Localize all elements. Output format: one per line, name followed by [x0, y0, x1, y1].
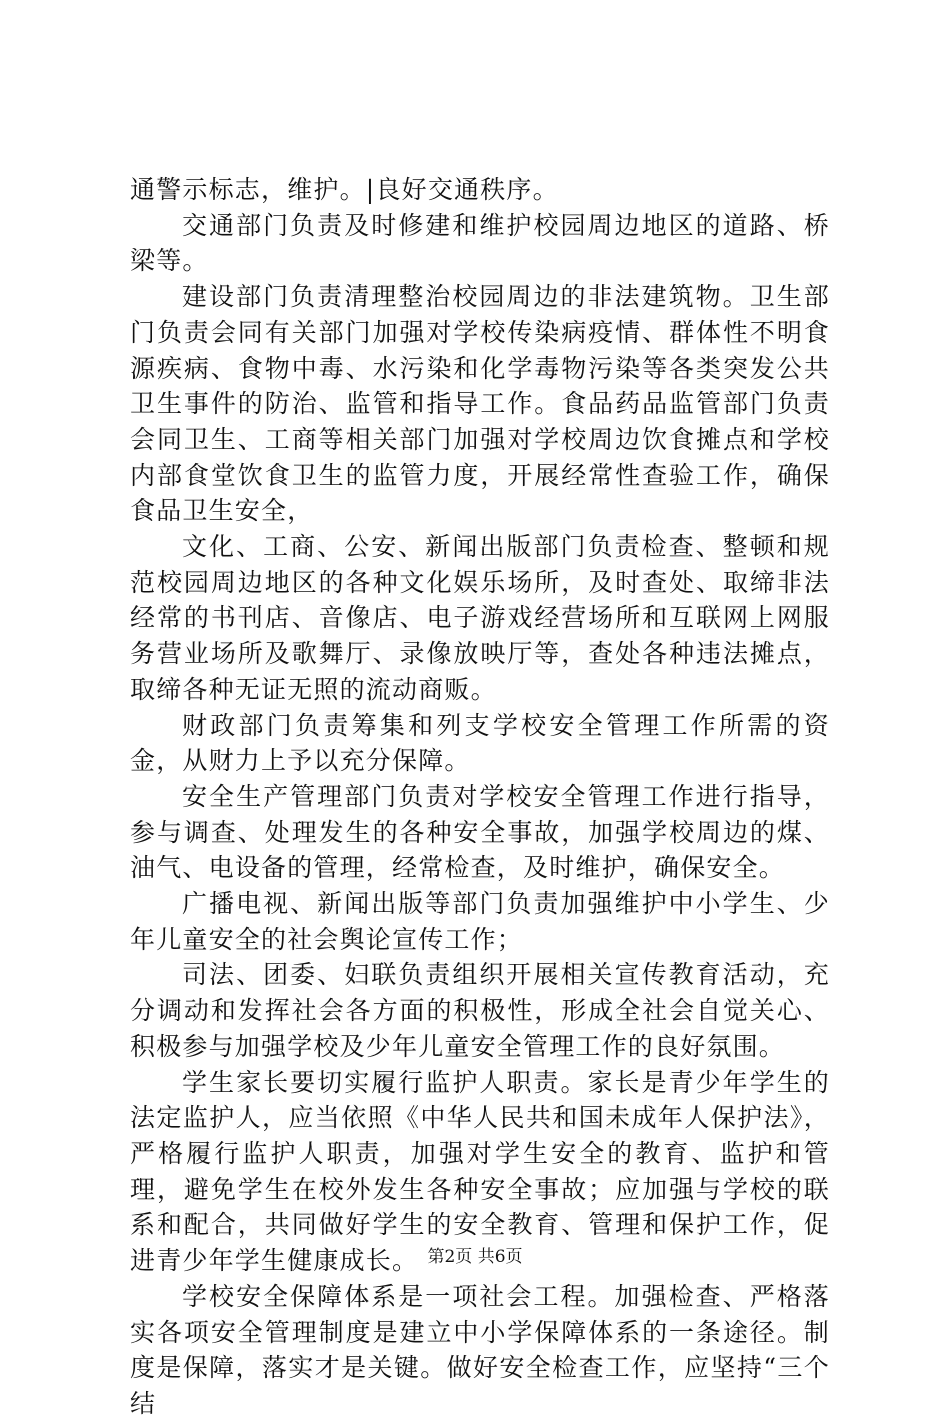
paragraph-finance: 财政部门负责筹集和列支学校安全管理工作所需的资金，从财力上予以充分保障。 — [130, 710, 830, 776]
paragraph-justice-youth: 司法、团委、妇联负责组织开展相关宣传教育活动，充分调动和发挥社会各方面的积极性，形成全社会自觉关心、积极参与加强学校及少年儿童安全管理工作的良好氛围。 — [130, 960, 830, 1061]
page-footer — [0, 1246, 950, 1268]
paragraph-parents: 学生家长要切实履行监护人职责。家长是青少年学生的法定监护人，应当依照《中华人民共和国未成年人保护法》，严格履行监护人职责，加强对学生安全的教育、监护和管理，避免学生在校外发生各种安全事故；应加强与学校的联系和配合，共同做好学生的安全教育、管理和保护工作，促进青少年学生健康成长。 — [130, 1067, 830, 1276]
paragraph-continuation: 通警示标志，维护。|良好交通秩序。 — [130, 175, 559, 204]
document-body — [130, 172, 830, 1422]
paragraph-transport: 交通部门负责及时修建和维护校园周边地区的道路、桥梁等。 — [130, 210, 830, 276]
paragraph-broadcasting: 广播电视、新闻出版等部门负责加强维护中小学生、少年儿童安全的社会舆论宣传工作； — [130, 889, 830, 954]
page-number-label: 第2页 共6页 — [427, 1247, 523, 1267]
paragraph-construction-health: 建设部门负责清理整治校园周边的非法建筑物。卫生部门负责会同有关部门加强对学校传染病疫情、群体性不明食源疾病、食物中毒、水污染和化学毒物污染等各类突发公共卫生事件的防治、监管和指导工作。食品药品监管部门负责会同卫生、工商等相关部门加强对学校周边饮食摊点和学校内部食堂饮食卫生的监管力度，开展经常性查验工作，确保食品卫生安全， — [130, 282, 830, 526]
paragraph-culture-commerce: 文化、工商、公安、新闻出版部门负责检查、整顿和规范校园周边地区的各种文化娱乐场所，及时查处、取缔非法经常的书刊店、音像店、电子游戏经营场所和互联网上网服务营业场所及歌舞厅、录像放映厅等，查处各种违法摊点，取缔各种无证无照的流动商贩。 — [130, 532, 830, 704]
paragraph-safety-system: 学校安全保障体系是一项社会工程。加强检查、严格落实各项安全管理制度是建立中小学保障体系的一条途径。制度是保障，落实才是关键。做好安全检查工作，应坚持“三个结 — [130, 1281, 830, 1418]
paragraph-work-safety: 安全生产管理部门负责对学校安全管理工作进行指导，参与调查、处理发生的各种安全事故，加强学校周边的煤、油气、电设备的管理，经常检查，及时维护，确保安全。 — [130, 781, 830, 883]
